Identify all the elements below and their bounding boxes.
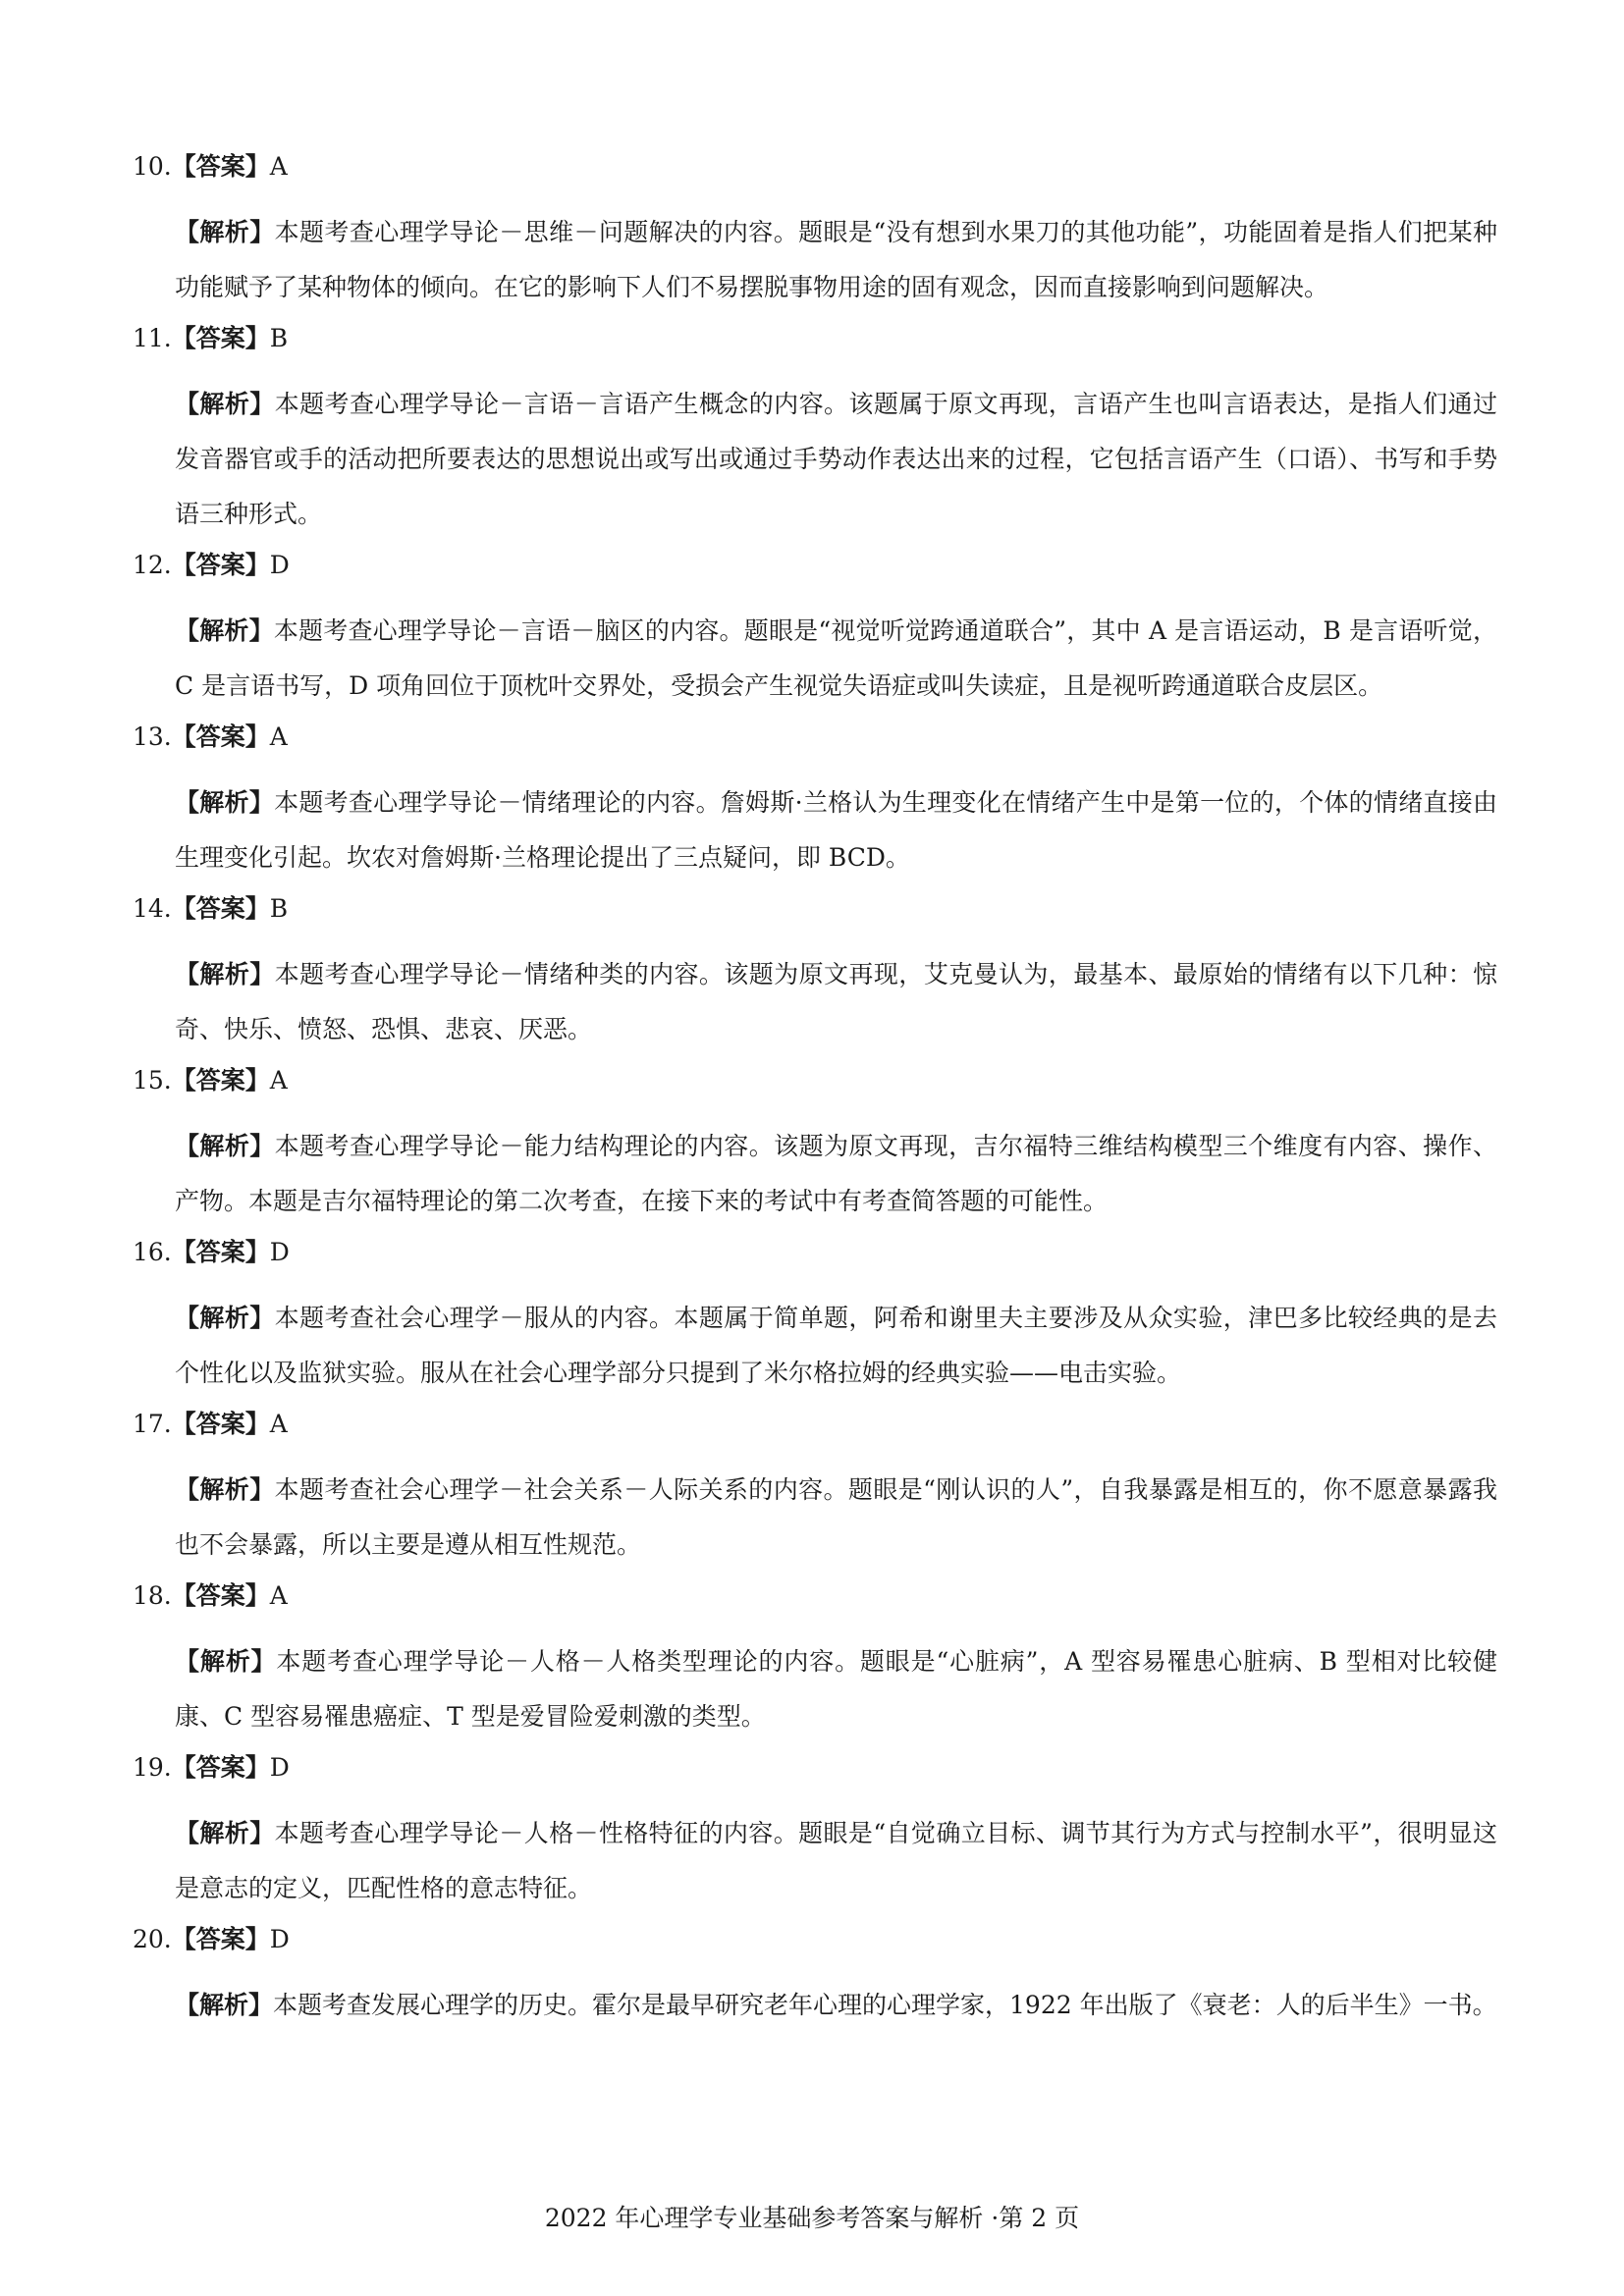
analysis-text: 本题考查心理学导论－情绪理论的内容。詹姆斯·兰格认为生理变化在情绪产生中是第一位的，个体的情绪直接由生理变化引起。坎农对詹姆斯·兰格理论提出了三点疑问，即 BCD。 — [175, 788, 1497, 872]
analysis-label: 【解析】 — [175, 788, 275, 817]
answer-label: 【答案】 — [171, 894, 270, 923]
answer-value: A — [269, 152, 288, 181]
analysis-paragraph — [175, 1119, 1497, 1229]
answer-line — [133, 1410, 1497, 1439]
analysis-text: 本题考查心理学导论－能力结构理论的内容。该题为原文再现，吉尔福特三维结构模型三个维度有内容、操作、产物。本题是吉尔福特理论的第二次考查，在接下来的考试中有考查简答题的可能性。 — [175, 1132, 1497, 1215]
answer-line — [133, 1238, 1497, 1267]
question-number: 11. — [133, 324, 172, 352]
answer-item — [133, 324, 1497, 542]
analysis-text: 本题考查社会心理学－社会关系－人际关系的内容。题眼是“刚认识的人”，自我暴露是相互的，你不愿意暴露我也不会暴露，所以主要是遵从相互性规范。 — [175, 1475, 1497, 1559]
answer-item — [133, 894, 1497, 1057]
answer-label: 【答案】 — [171, 551, 270, 579]
analysis-text: 本题考查发展心理学的历史。霍尔是最早研究老年心理的心理学家，1922 年出版了《衰老：人的后半生》一书。 — [273, 1991, 1497, 2019]
analysis-paragraph — [175, 604, 1497, 714]
answer-label: 【答案】 — [171, 324, 270, 352]
answer-value: A — [269, 722, 288, 751]
answer-item — [133, 1410, 1497, 1573]
question-number: 15. — [133, 1066, 172, 1095]
answer-item — [133, 1581, 1497, 1744]
answer-label: 【答案】 — [171, 1066, 270, 1095]
answer-value: A — [269, 1066, 288, 1095]
question-number: 10. — [133, 152, 172, 181]
analysis-paragraph — [175, 205, 1497, 315]
answer-value: B — [269, 324, 289, 352]
question-number: 12. — [133, 551, 172, 579]
analysis-text: 本题考查心理学导论－言语－言语产生概念的内容。该题属于原文再现，言语产生也叫言语表达，是指人们通过发音器官或手的活动把所要表达的思想说出或写出或通过手势动作表达出来的过程，它包括言语产生（口语）、书写和手势语三种形式。 — [175, 390, 1497, 528]
analysis-text: 本题考查心理学导论－思维－问题解决的内容。题眼是“没有想到水果刀的其他功能”，功能固着是指人们把某种功能赋予了某种物体的倾向。在它的影响下人们不易摆脱事物用途的固有观念，因而直接影响到问题解决。 — [175, 218, 1497, 301]
answer-line — [133, 722, 1497, 752]
answer-value: B — [269, 894, 289, 923]
answer-label: 【答案】 — [171, 1238, 270, 1266]
analysis-text: 本题考查心理学导论－人格－人格类型理论的内容。题眼是“心脏病”，A 型容易罹患心脏病、B 型相对比较健康、C 型容易罹患癌症、T 型是爱冒险爱刺激的类型。 — [175, 1647, 1497, 1731]
question-number: 20. — [133, 1925, 172, 1953]
analysis-paragraph — [175, 775, 1497, 885]
answer-item — [133, 1066, 1497, 1229]
analysis-label: 【解析】 — [175, 616, 274, 645]
answer-line — [133, 894, 1497, 924]
answer-label: 【答案】 — [171, 1581, 270, 1610]
answer-list — [133, 152, 1497, 2042]
analysis-label: 【解析】 — [175, 1132, 275, 1160]
answer-label: 【答案】 — [171, 152, 270, 181]
analysis-paragraph — [175, 1806, 1497, 1916]
answer-line — [133, 1753, 1497, 1783]
answer-value: A — [269, 1581, 288, 1610]
analysis-paragraph — [175, 1634, 1497, 1744]
analysis-label: 【解析】 — [175, 1475, 275, 1504]
analysis-label: 【解析】 — [175, 1991, 274, 2019]
analysis-paragraph — [175, 947, 1497, 1057]
answer-item — [133, 1753, 1497, 1916]
answer-item — [133, 722, 1497, 885]
answer-label: 【答案】 — [171, 1410, 270, 1438]
answer-line — [133, 324, 1497, 353]
analysis-label: 【解析】 — [175, 1647, 277, 1676]
answer-item — [133, 1238, 1497, 1401]
answer-value: D — [269, 1925, 290, 1953]
question-number: 18. — [133, 1581, 172, 1610]
analysis-text: 本题考查心理学导论－人格－性格特征的内容。题眼是“自觉确立目标、调节其行为方式与控制水平”，很明显这是意志的定义，匹配性格的意志特征。 — [175, 1819, 1497, 1902]
analysis-paragraph — [175, 1291, 1497, 1401]
answer-value: D — [269, 551, 290, 579]
question-number: 17. — [133, 1410, 172, 1438]
analysis-text: 本题考查社会心理学－服从的内容。本题属于简单题，阿希和谢里夫主要涉及从众实验，津巴多比较经典的是去个性化以及监狱实验。服从在社会心理学部分只提到了米尔格拉姆的经典实验——电击实验。 — [175, 1304, 1497, 1387]
analysis-paragraph — [175, 1463, 1497, 1573]
question-number: 14. — [133, 894, 172, 923]
answer-item — [133, 152, 1497, 315]
analysis-paragraph — [175, 1978, 1497, 2033]
analysis-paragraph — [175, 377, 1497, 542]
answer-value: D — [269, 1753, 290, 1782]
analysis-label: 【解析】 — [175, 1304, 275, 1332]
answer-value: A — [269, 1410, 288, 1438]
analysis-text: 本题考查心理学导论－言语－脑区的内容。题眼是“视觉听觉跨通道联合”，其中 A 是言语运动，B 是言语听觉，C 是言语书写，D 项角回位于顶枕叶交界处，受损会产生视觉失语症或叫失读症，且是视听跨通道联合皮层区。 — [175, 616, 1497, 700]
answer-line — [133, 551, 1497, 580]
page-footer: 2022 年心理学专业基础参考答案与解析 ·第 2 页 — [544, 2204, 1080, 2232]
answer-line — [133, 1066, 1497, 1095]
answer-line — [133, 1581, 1497, 1611]
question-number: 13. — [133, 722, 172, 751]
question-number: 16. — [133, 1238, 172, 1266]
answer-label: 【答案】 — [171, 722, 270, 751]
answer-label: 【答案】 — [171, 1753, 270, 1782]
analysis-text: 本题考查心理学导论－情绪种类的内容。该题为原文再现，艾克曼认为，最基本、最原始的情绪有以下几种：惊奇、快乐、愤怒、恐惧、悲哀、厌恶。 — [175, 960, 1497, 1043]
analysis-label: 【解析】 — [175, 390, 275, 418]
analysis-label: 【解析】 — [175, 218, 275, 246]
answer-item — [133, 551, 1497, 714]
analysis-label: 【解析】 — [175, 1819, 275, 1847]
answer-label: 【答案】 — [171, 1925, 270, 1953]
answer-item — [133, 1925, 1497, 2033]
analysis-label: 【解析】 — [175, 960, 275, 988]
answer-line — [133, 1925, 1497, 1954]
answer-line — [133, 152, 1497, 182]
answer-value: D — [269, 1238, 290, 1266]
question-number: 19. — [133, 1753, 172, 1782]
